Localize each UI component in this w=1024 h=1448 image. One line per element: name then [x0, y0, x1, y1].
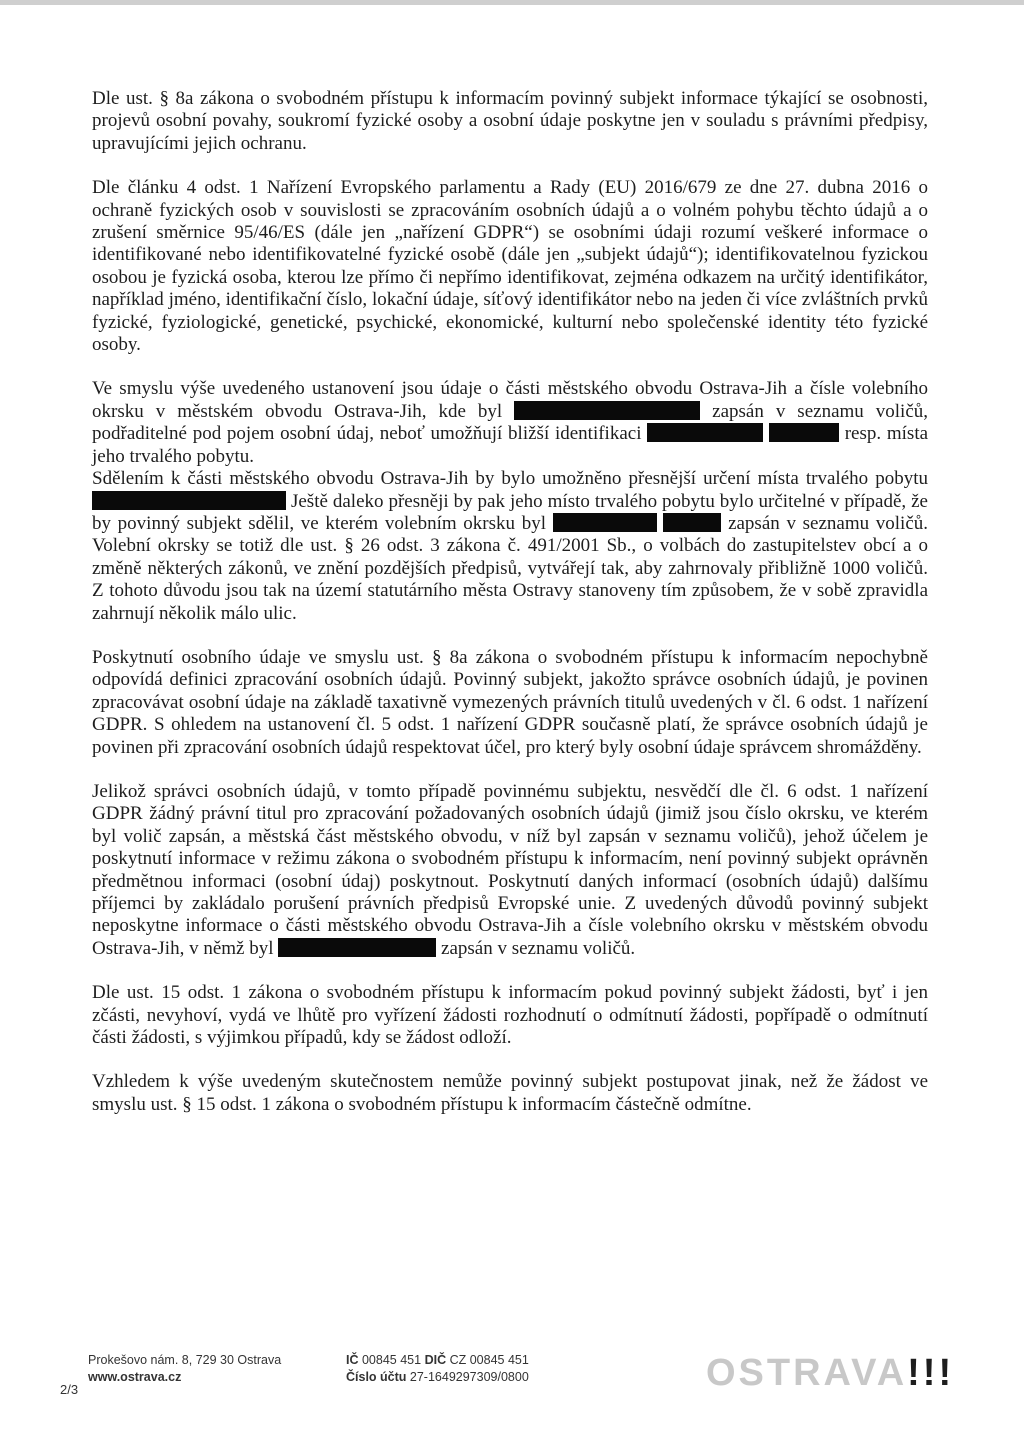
footer-address-block	[88, 1352, 281, 1386]
redaction-box	[278, 938, 436, 957]
redaction-box	[553, 513, 657, 532]
paragraph-district-info-part1: Ve smyslu výše uvedeného ustanovení jsou údaje o části městského obvodu Ostrava-Jih a čísle volebního okrsku v městském obvodu Ostrava-Jih, kde byl	[92, 378, 928, 422]
redaction-box	[663, 513, 721, 532]
paragraph-precise-location-part3: zapsán v seznamu voličů. Volební okrsky se totiž dle ust. § 26 odst. 3 zákona č. 491/2001 Sb., o volbách do zastupitelstev obcí a o změně některých zákonů, ve znění pozdějších předpisů, vytvářejí tak, aby zahrnovaly přibližně 1000 voličů. Z tohoto důvodu jsou tak na území statutárního města Ostravy stanoveny tím způsobem, že v sobě zpravidla zahrnují několik málo ulic.	[92, 512, 929, 624]
paragraph-precise-location-part1: Sdělením k části městského obvodu Ostrava-Jih by bylo umožněno přesnější určení místa trvalého pobytu	[92, 468, 928, 490]
page-number: 2/3	[60, 1382, 79, 1397]
redaction-box	[92, 491, 286, 510]
paragraph-precise-location-part2: Ještě daleko přesněji by pak jeho místo trvalého pobytu bylo určitelné v případě, že by povinný subjekt sdělil, ve kterém volebním okrsku byl	[92, 490, 928, 534]
paragraph-no-legal-title	[92, 781, 928, 960]
paragraph-district-info-part3: resp. místa jeho trvalého pobytu.	[92, 423, 929, 467]
footer-account-line	[346, 1369, 529, 1386]
redaction-box	[769, 423, 839, 442]
paragraph-section-15: Dle ust. 15 odst. 1 zákona o svobodném přístupu k informacím pokud povinný subjekt žádosti, byť i jen zčásti, nevyhoví, vydá ve lhůtě pro vyřízení žádosti rozhodnutí o odmítnutí žádosti, popřípadě o odmítnutí části žádosti, s výjimkou případů, kdy se žádost odloží.	[92, 982, 928, 1049]
paragraph-conclusion: Vzhledem k výše uvedeným skutečnostem nemůže povinný subjekt postupovat jinak, než že žádost ve smyslu ust. § 15 odst. 1 zákona o svobodném přístupu k informacím částečně odmítne.	[92, 1071, 928, 1115]
footer-account: 27-1649297309/0800	[409, 1370, 529, 1384]
footer-ic-label: IČ	[346, 1353, 359, 1367]
footer-dic-label: DIČ	[424, 1353, 447, 1367]
redaction-box	[647, 423, 763, 442]
ostrava-logo-exclamations: !!!	[907, 1352, 955, 1394]
redaction-box	[514, 401, 700, 420]
paragraph-precise-location	[92, 468, 928, 625]
paragraph-gdpr-definition: Dle článku 4 odst. 1 Nařízení Evropského parlamentu a Rady (EU) 2016/679 ze dne 27. dubna 2016 o ochraně fyzických osob v souvislosti se zpracováním osobních údajů a o volném pohybu těchto údajů a o zrušení směrnice 95/46/ES (dále jen „nařízení GDPR“) se osobními údaji rozumí veškeré informace o identifikované nebo identifikovatelné fyzické osobě (dále jen „subjekt údajů“); identifikovatelnou fyzickou osobou je fyzická osoba, kterou lze přímo či nepřímo identifikovat, zejména odkazem na určitý identifikátor, například jméno, identifikační číslo, lokační údaje, síťový identifikátor nebo na jeden či více zvláštních prvků fyzické, fyziologické, genetické, psychické, ekonomické, kulturní nebo společenské identity této fyzické osoby.	[92, 177, 928, 356]
scan-top-edge	[0, 0, 1024, 5]
paragraph-no-legal-title-part2: zapsán v seznamu voličů.	[441, 937, 636, 959]
footer-ids-block	[346, 1352, 529, 1386]
letter-body	[92, 88, 928, 1138]
paragraph-processing: Poskytnutí osobního údaje ve smyslu ust. § 8a zákona o svobodném přístupu k informacím nepochybně odpovídá definici zpracování osobních údajů. Povinný subjekt, jakožto správce osobních údajů, je povinen zpracovávat osobní údaje na základě taxativně vymezených právních titulů uvedených v čl. 6 odst. 1 nařízení GDPR. S ohledem na ustanovení čl. 5 odst. 1 nařízení GDPR současně platí, že správce osobních údajů je povinen při zpracování osobních údajů respektovat účel, pro který byly osobní údaje správcem shromážděny.	[92, 646, 928, 758]
footer-ic-dic	[346, 1352, 529, 1369]
ostrava-logo-text: OSTRAVA	[706, 1352, 908, 1394]
ostrava-logo	[706, 1352, 954, 1395]
paragraph-legal-basis: Dle ust. § 8a zákona o svobodném přístupu k informacím povinný subjekt informace týkající se osobnosti, projevů osobní povahy, soukromí fyzické osoby a osobní údaje poskytne jen v souladu s právními předpisy, upravujícími jejich ochranu.	[92, 88, 928, 154]
footer-ic: 00845 451	[361, 1353, 422, 1367]
footer-address: Prokešovo nám. 8, 729 30 Ostrava	[88, 1353, 282, 1367]
footer-web: www.ostrava.cz	[88, 1370, 182, 1384]
paragraph-district-info	[92, 378, 928, 468]
paragraph-no-legal-title-part1: Jelikož správci osobních údajů, v tomto případě povinnému subjektu, nesvědčí dle čl. 6 odst. 1 nařízení GDPR žádný právní titul pro zpracování požadovaných osobních údajů (jimiž jsou číslo okrsku, ve kterém byl volič zapsán, a městská část městského obvodu, v níž byl zapsán v seznamu voličů), jehož účelem je poskytnutí informace v režimu zákona o svobodném přístupu k informacím, není povinný subjekt oprávněn předmětnou informaci (osobní údaj) poskytnout. Poskytnutí daných informací (osobních údajů) dalšímu příjemci by zakládalo porušení právních předpisů Evropské unie. Z uvedených důvodů povinný subjekt neposkytne informace o části městského obvodu Ostrava-Jih a čísle volebního okrsku v městském obvodu Ostrava-Jih, v němž byl	[92, 780, 928, 959]
paragraph-district-info-part2: zapsán v seznamu voličů, podřaditelné pod pojem osobní údaj, neboť umožňují bližší identifikaci	[92, 400, 928, 445]
footer-account-label: Číslo účtu	[346, 1370, 407, 1384]
footer-dic: CZ 00845 451	[449, 1353, 529, 1367]
